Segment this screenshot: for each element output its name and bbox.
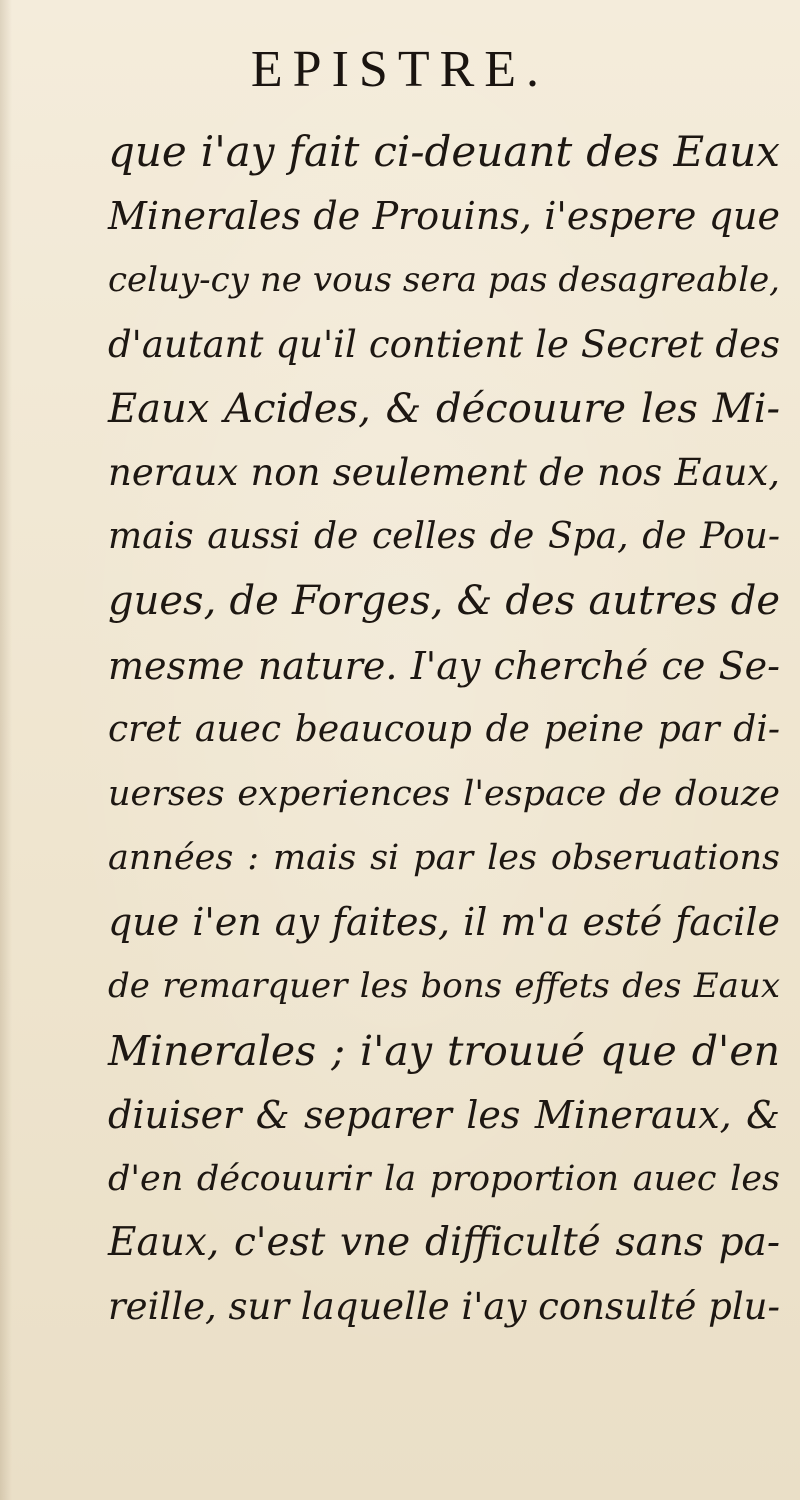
text-line: Minerales ; i'ay trouué que d'en	[108, 1026, 780, 1075]
text-line: cret auec beaucoup de peine par di-	[108, 708, 780, 750]
page-edge-shadow	[0, 0, 12, 1500]
text-line: d'en découurir la proportion auec les	[108, 1159, 780, 1199]
text-line: reille, sur laquelle i'ay consulté plu-	[108, 1285, 780, 1329]
text-line: mais aussi de celles de Spa, de Pou-	[108, 516, 780, 558]
text-line: uerses experiences l'espace de douze	[108, 773, 780, 814]
text-line: Eaux Acides, & découure les Mi-	[108, 385, 780, 432]
text-line: d'autant qu'il contient le Secret des	[108, 322, 780, 366]
text-line: Minerales de Prouins, i'espere que	[108, 194, 780, 239]
text-line: neraux non seulement de nos Eaux,	[108, 450, 780, 494]
body-text	[108, 120, 780, 1340]
text-line: gues, de Forges, & des autres de	[108, 578, 780, 625]
text-line: de remarquer les bons effets des Eaux	[108, 966, 780, 1007]
text-line: que i'en ay faites, il m'a esté facile	[108, 900, 780, 945]
running-head: EPISTRE.	[250, 41, 550, 98]
text-line: celuy-cy ne vous sera pas desagreable,	[108, 260, 780, 301]
text-line: diuiser & separer les Mineraux, &	[108, 1092, 780, 1137]
text-line: Eaux, c'est vne difficulté sans pa-	[108, 1220, 780, 1266]
text-line: années : mais si par les obseruations	[108, 838, 780, 879]
text-line: mesme nature. I'ay cherché ce Se-	[108, 643, 780, 688]
text-line: que i'ay fait ci-deuant des Eaux	[108, 127, 780, 176]
